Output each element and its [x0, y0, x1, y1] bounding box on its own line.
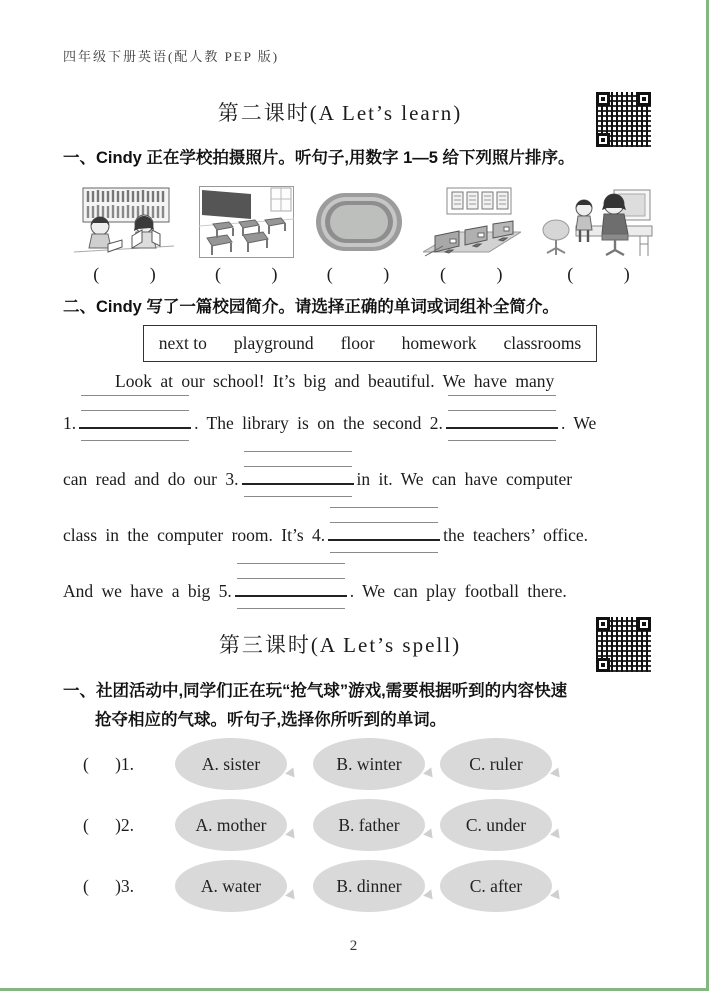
balloon-option[interactable] [313, 860, 425, 912]
cloze-text: Look at our school! It’s big and beautiful. We have many [115, 371, 555, 391]
task2-instruction: 二、Cindy 写了一篇校园简介。请选择正确的单词或词组补全简介。 [63, 298, 559, 316]
balloon-option[interactable] [440, 799, 552, 851]
answer-slot-row-1[interactable]: ( )1. [83, 753, 135, 774]
lesson2-title: 第二课时(A Let’s learn) [217, 101, 463, 125]
fill-blank-5[interactable] [235, 595, 347, 597]
balloon-knot-icon [422, 828, 432, 839]
photo-computer-room [423, 186, 521, 285]
answer-slot-row-3[interactable]: ( )3. [83, 875, 135, 896]
cloze-text: 1. [63, 413, 77, 433]
option-label: B. winter [336, 753, 402, 774]
library-photo-icon [70, 186, 180, 258]
cloze-text: And we have a big 5. [63, 581, 232, 601]
balloon-knot-icon [422, 889, 432, 900]
option-label: B. dinner [336, 875, 402, 896]
cloze-line-1 [115, 371, 713, 392]
page-number: 2 [349, 938, 358, 954]
option-label: C. ruler [469, 753, 523, 774]
photo-playground [314, 186, 404, 285]
answer-slot-4[interactable]: ( ) [440, 264, 504, 284]
cloze-text: . We can play football there. [349, 581, 567, 601]
option-label: C. under [465, 814, 527, 835]
fill-blank-3[interactable] [242, 483, 354, 485]
qr-code-icon [596, 617, 651, 672]
balloon-knot-icon [549, 828, 559, 839]
cloze-line-3 [63, 469, 663, 490]
photo-teachers-office [540, 186, 658, 285]
balloon-knot-icon [284, 889, 294, 900]
fill-blank-2[interactable] [446, 427, 558, 429]
computer-room-icon [423, 186, 521, 258]
answer-slot-5[interactable]: ( ) [567, 264, 631, 284]
balloon-option[interactable] [175, 799, 287, 851]
option-label: C. after [469, 875, 523, 896]
choice-row-3 [83, 859, 643, 913]
cloze-line-5 [63, 581, 663, 602]
word-bank-item: playground [233, 333, 314, 353]
word-bank-item: classrooms [503, 333, 582, 353]
balloon-option[interactable] [440, 738, 552, 790]
fill-blank-4[interactable] [328, 539, 440, 541]
cloze-text: . We [560, 413, 597, 433]
page-edge-bottom [0, 988, 709, 991]
word-bank-item: floor [340, 333, 375, 353]
cloze-text: can read and do our 3. [63, 469, 239, 489]
balloon-option[interactable] [313, 799, 425, 851]
fill-blank-1[interactable] [79, 427, 191, 429]
photo-row [70, 186, 658, 285]
answer-slot-row-2[interactable]: ( )2. [83, 814, 135, 835]
cloze-text: class in the computer room. It’s 4. [63, 525, 326, 545]
page-edge-right [706, 0, 709, 990]
answer-slot-1[interactable]: ( ) [93, 264, 157, 284]
word-bank-item: homework [401, 333, 477, 353]
option-label: A. mother [195, 814, 267, 835]
balloon-knot-icon [549, 889, 559, 900]
balloon-option[interactable] [440, 860, 552, 912]
choice-row-2 [83, 798, 643, 852]
task3-instruction-line2: 抢夺相应的气球。听句子,选择你所听到的单词。 [95, 711, 447, 729]
cloze-text: in it. We can have computer [356, 469, 573, 489]
answer-slot-3[interactable]: ( ) [326, 264, 391, 284]
photo-classroom [199, 186, 294, 285]
balloon-knot-icon [549, 767, 559, 778]
qr-code-icon [596, 92, 651, 147]
balloon-option[interactable] [313, 738, 425, 790]
balloon-knot-icon [422, 767, 432, 778]
book-header: 四年级下册英语(配人教 PEP 版) [63, 49, 280, 64]
playground-track-icon [314, 186, 404, 258]
option-label: A. sister [201, 753, 261, 774]
answer-slot-2[interactable]: ( ) [215, 264, 279, 284]
balloon-option[interactable] [175, 738, 287, 790]
cloze-text: the teachers’ office. [443, 525, 588, 545]
classroom-photo-icon [199, 186, 294, 258]
task1-instruction: 一、Cindy 正在学校拍摄照片。听句子,用数字 1—5 给下列照片排序。 [63, 149, 575, 167]
choice-row-1 [83, 737, 643, 791]
balloon-option[interactable] [175, 860, 287, 912]
teachers-office-icon [540, 186, 658, 258]
lesson3-title: 第三课时(A Let’s spell) [218, 633, 462, 657]
cloze-line-2 [63, 413, 663, 434]
balloon-knot-icon [284, 767, 294, 778]
word-bank-item: next to [158, 333, 207, 353]
balloon-knot-icon [284, 828, 294, 839]
cloze-line-4 [63, 525, 663, 546]
option-label: B. father [338, 814, 400, 835]
task3-instruction-line1: 一、社团活动中,同学们正在玩“抢气球”游戏,需要根据听到的内容快速 [63, 682, 568, 700]
cloze-text: . The library is on the second 2. [194, 413, 443, 433]
option-label: A. water [200, 875, 262, 896]
word-bank-box [143, 325, 597, 362]
photo-library [70, 186, 180, 285]
